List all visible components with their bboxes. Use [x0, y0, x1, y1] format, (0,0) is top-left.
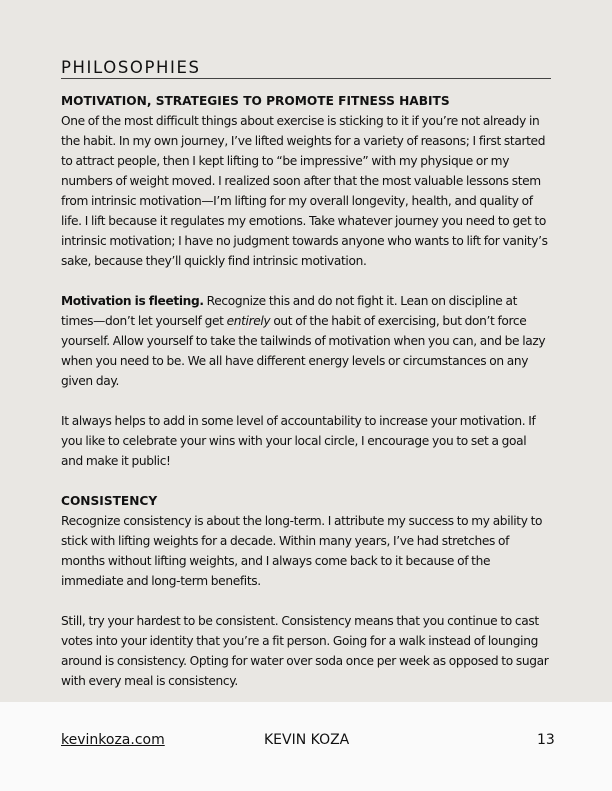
- heading-motivation: MOTIVATION, STRATEGIES TO PROMOTE FITNESS HABITS: [61, 94, 450, 108]
- paragraph-consistency-2: Still, try your hardest to be consistent. Consistency means that you continue to cast votes into your identity that you’re a fit person. Going for a walk instead of lounging around is consistency. Opting for water over soda once per week as opposed to sugar with every meal is consistency.: [61, 614, 549, 688]
- bold-lead: Motivation is fleeting.: [61, 294, 204, 308]
- paragraph-accountability: It always helps to add in some level of accountability to increase your motivation. If you like to celebrate your wins with your local circle, I encourage you to set a goal and make it public!: [61, 414, 536, 468]
- paragraph-intro: One of the most difficult things about exercise is sticking to it if you’re not already in the habit. In my own journey, I’ve lifted weights for a variety of reasons; I first started to attract people, then I kept lifting to “be impressive” with my physique or my numbers of weight moved. I realized soon after that the most valuable lessons stem from intrinsic motivation—I’m lifting for my overall longevity, health, and quality of life. I lift because it regulates my emotions. Take whatever journey you need to get to intrinsic motivation; I have no judgment towards anyone who wants to lift for vanity’s sake, because they’ll quickly find intrinsic motivation.: [61, 114, 548, 268]
- author-name: KEVIN KOZA: [264, 732, 350, 748]
- page-number: 13: [537, 732, 555, 748]
- heading-consistency: CONSISTENCY: [61, 494, 158, 508]
- page-content: [61, 58, 551, 691]
- website-link[interactable]: kevinkoza.com: [61, 732, 165, 748]
- page-footer: [0, 702, 612, 791]
- section-title: PHILOSOPHIES: [61, 58, 551, 79]
- italic-emphasis: entirely: [226, 314, 271, 328]
- paragraph-text: out of the habit of exercising, but don’t force yourself. Allow yourself to take the tailwinds of motivation when you can, and be lazy when you need to be. We all have different energy levels or circumstances on any given day.: [61, 314, 546, 388]
- paragraph-motivation-fleeting: [61, 291, 551, 391]
- paragraph-consistency-1: Recognize consistency is about the long-term. I attribute my success to my ability to stick with lifting weights for a decade. Within many years, I’ve had stretches of months without lifting weights, and I always come back to it because of the immediate and long-term benefits.: [61, 514, 543, 588]
- paragraph-text: Recognize this and do not fight it. Lean on discipline at times—don’t let yourself get: [61, 294, 518, 328]
